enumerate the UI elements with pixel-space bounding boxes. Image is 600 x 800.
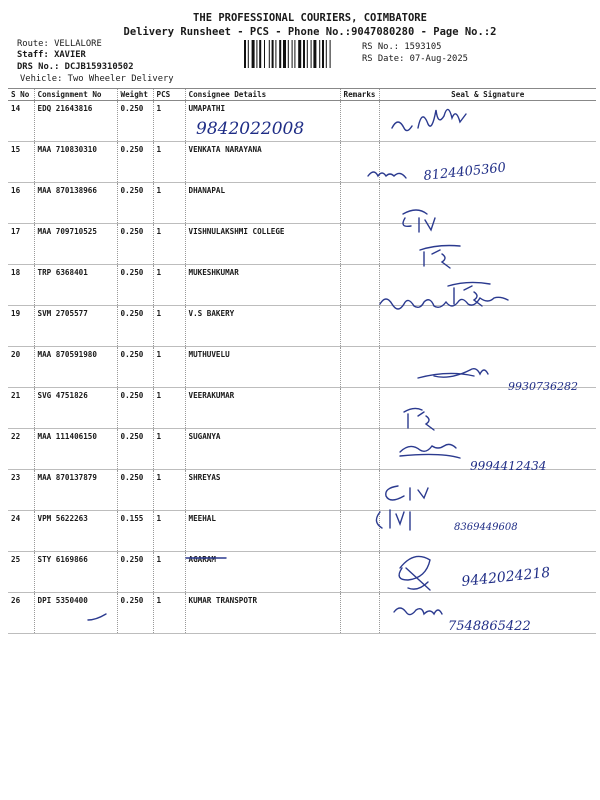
table-header-row — [8, 89, 596, 101]
table-row — [8, 388, 596, 429]
barcode-bar — [256, 40, 257, 68]
remarks-cell — [340, 429, 379, 470]
runsheet-table — [8, 88, 596, 634]
sno-cell: 16 — [8, 183, 34, 224]
consignee-cell: VEERAKUMAR — [185, 388, 340, 429]
signature-cell — [379, 142, 596, 183]
table-row — [8, 511, 596, 552]
barcode-bar — [303, 40, 305, 68]
signature-cell — [379, 101, 596, 142]
sno-cell: 23 — [8, 470, 34, 511]
weight-cell: 0.250 — [117, 101, 153, 142]
consignment-cell: MAA 710830310 — [34, 142, 117, 183]
pcs-cell: 1 — [153, 429, 185, 470]
signature-cell — [379, 183, 596, 224]
rs-number: RS No.: 1593105 — [362, 42, 442, 52]
barcode-bar — [248, 40, 249, 68]
pcs-cell: 1 — [153, 306, 185, 347]
route-label: Route: VELLALORE — [17, 39, 102, 49]
barcode-bar — [252, 40, 255, 68]
phone-row26: 7548865422 — [448, 619, 531, 634]
barcode-bar — [322, 40, 324, 68]
drs-number: DRS No.: DCJB159310502 — [17, 62, 134, 72]
rs-date: RS Date: 07-Aug-2025 — [362, 54, 468, 64]
weight-cell: 0.250 — [117, 306, 153, 347]
signature-cell — [379, 388, 596, 429]
consignment-cell: MAA 870137879 — [34, 470, 117, 511]
barcode-image — [244, 40, 356, 68]
pcs-cell: 1 — [153, 347, 185, 388]
consignee-cell: V.S BAKERY — [185, 306, 340, 347]
signature-cell — [379, 347, 596, 388]
phone-row14: 9842022008 — [196, 119, 305, 139]
barcode-bar — [298, 40, 301, 68]
consignment-cell: MAA 111406150 — [34, 429, 117, 470]
remarks-cell — [340, 388, 379, 429]
sno-cell: 21 — [8, 388, 34, 429]
phone-row15: 8124405360 — [422, 160, 507, 184]
weight-cell: 0.250 — [117, 552, 153, 593]
consignment-cell: STY 6169866 — [34, 552, 117, 593]
remarks-cell — [340, 306, 379, 347]
barcode-bar — [319, 40, 320, 68]
remarks-cell — [340, 511, 379, 552]
sno-cell: 19 — [8, 306, 34, 347]
barcode-bar — [244, 40, 246, 68]
signature-cell — [379, 429, 596, 470]
consignee-cell: DHANAPAL — [185, 183, 340, 224]
pcs-cell: 1 — [153, 183, 185, 224]
consignee-cell: MUTHUVELU — [185, 347, 340, 388]
pcs-cell: 1 — [153, 142, 185, 183]
weight-cell: 0.250 — [117, 593, 153, 634]
remarks-cell — [340, 101, 379, 142]
barcode-bar — [292, 40, 293, 68]
weight-cell: 0.250 — [117, 142, 153, 183]
phone-row22: 9994412434 — [470, 459, 547, 473]
table-row — [8, 142, 596, 183]
sno-cell: 26 — [8, 593, 34, 634]
phone-row25: 9442024218 — [460, 564, 552, 590]
remarks-cell — [340, 142, 379, 183]
consignment-cell: MAA 709710525 — [34, 224, 117, 265]
table-row — [8, 429, 596, 470]
remarks-cell — [340, 552, 379, 593]
consignment-cell: SVG 4751826 — [34, 388, 117, 429]
weight-cell: 0.250 — [117, 183, 153, 224]
remarks-cell — [340, 224, 379, 265]
sno-cell: 18 — [8, 265, 34, 306]
table-row — [8, 224, 596, 265]
consignee-cell: MEEHAL — [185, 511, 340, 552]
col-consignee-header: Consignee Details — [185, 89, 340, 101]
consignee-cell: SUGANYA — [185, 429, 340, 470]
barcode-bar — [283, 40, 286, 68]
consignee-cell: UMAPATHI — [185, 101, 340, 142]
pcs-cell: 1 — [153, 552, 185, 593]
weight-cell: 0.155 — [117, 511, 153, 552]
consignee-cell: VISHNULAKSHMI COLLEGE — [185, 224, 340, 265]
barcode-bar — [311, 40, 312, 68]
signature-cell — [379, 470, 596, 511]
remarks-cell — [340, 183, 379, 224]
weight-cell: 0.250 — [117, 224, 153, 265]
table-row — [8, 265, 596, 306]
remarks-cell — [340, 265, 379, 306]
table-row — [8, 470, 596, 511]
barcode-bar — [272, 40, 274, 68]
weight-cell: 0.250 — [117, 470, 153, 511]
company-name: THE PROFESSIONAL COURIERS, COIMBATORE — [193, 12, 427, 24]
sno-cell: 17 — [8, 224, 34, 265]
weight-cell: 0.250 — [117, 429, 153, 470]
table-row — [8, 183, 596, 224]
table-row — [8, 306, 596, 347]
signature-cell — [379, 511, 596, 552]
consignee-cell: SHREYAS — [185, 470, 340, 511]
signature-cell — [379, 552, 596, 593]
consignee-cell: AGARAM — [185, 552, 340, 593]
pcs-cell: 1 — [153, 224, 185, 265]
barcode-bar — [275, 40, 276, 68]
sno-cell: 20 — [8, 347, 34, 388]
consignment-cell: MAA 870138966 — [34, 183, 117, 224]
barcode-bar — [330, 40, 331, 68]
barcode-bar — [288, 40, 289, 68]
remarks-cell — [340, 347, 379, 388]
signature-cell — [379, 224, 596, 265]
pcs-cell: 1 — [153, 265, 185, 306]
consignment-cell: TRP 6368401 — [34, 265, 117, 306]
phone-row21: 9930736282 — [508, 380, 578, 393]
signature-cell — [379, 265, 596, 306]
table-row — [8, 552, 596, 593]
consignee-cell: MUKESHKUMAR — [185, 265, 340, 306]
table-row — [8, 347, 596, 388]
col-weight-header: Weight — [117, 89, 153, 101]
phone-row24: 8369449608 — [454, 522, 518, 533]
barcode-bar — [307, 40, 308, 68]
table-body — [8, 101, 596, 634]
sno-cell: 22 — [8, 429, 34, 470]
barcode-bar — [264, 40, 265, 68]
col-remarks-header: Remarks — [340, 89, 379, 101]
sno-cell: 24 — [8, 511, 34, 552]
col-consignment-header: Consignment No — [34, 89, 117, 101]
barcode-bar — [259, 40, 261, 68]
pcs-cell: 1 — [153, 511, 185, 552]
remarks-cell — [340, 593, 379, 634]
remarks-cell — [340, 470, 379, 511]
weight-cell: 0.250 — [117, 388, 153, 429]
signature-cell — [379, 306, 596, 347]
vehicle-label: Vehicle: Two Wheeler Delivery — [20, 74, 174, 84]
barcode-bar — [279, 40, 281, 68]
barcode-bar — [326, 40, 327, 68]
consignee-cell: KUMAR TRANSPOTR — [185, 593, 340, 634]
consignment-cell: EDQ 21643816 — [34, 101, 117, 142]
signature-cell — [379, 593, 596, 634]
table-row — [8, 593, 596, 634]
sno-cell: 15 — [8, 142, 34, 183]
pcs-cell: 1 — [153, 593, 185, 634]
weight-cell: 0.250 — [117, 347, 153, 388]
runsheet-title: Delivery Runsheet - PCS - Phone No.:9047080280 - Page No.:2 — [123, 26, 497, 38]
pcs-cell: 1 — [153, 470, 185, 511]
consignee-cell: VENKATA NARAYANA — [185, 142, 340, 183]
sno-cell: 25 — [8, 552, 34, 593]
staff-label: Staff: XAVIER — [17, 50, 86, 60]
barcode-bar — [313, 40, 316, 68]
col-sno-header: S No — [8, 89, 34, 101]
col-signature-header: Seal & Signature — [379, 89, 596, 101]
col-pcs-header: PCS — [153, 89, 185, 101]
table-row — [8, 101, 596, 142]
pcs-cell: 1 — [153, 101, 185, 142]
sno-cell: 14 — [8, 101, 34, 142]
barcode-bar — [269, 40, 270, 68]
barcode-bar — [294, 40, 295, 68]
weight-cell: 0.250 — [117, 265, 153, 306]
consignment-cell: DPI 5350400 — [34, 593, 117, 634]
consignment-cell: MAA 870591980 — [34, 347, 117, 388]
consignment-cell: SVM 2705577 — [34, 306, 117, 347]
consignment-cell: VPM 5622263 — [34, 511, 117, 552]
pcs-cell: 1 — [153, 388, 185, 429]
